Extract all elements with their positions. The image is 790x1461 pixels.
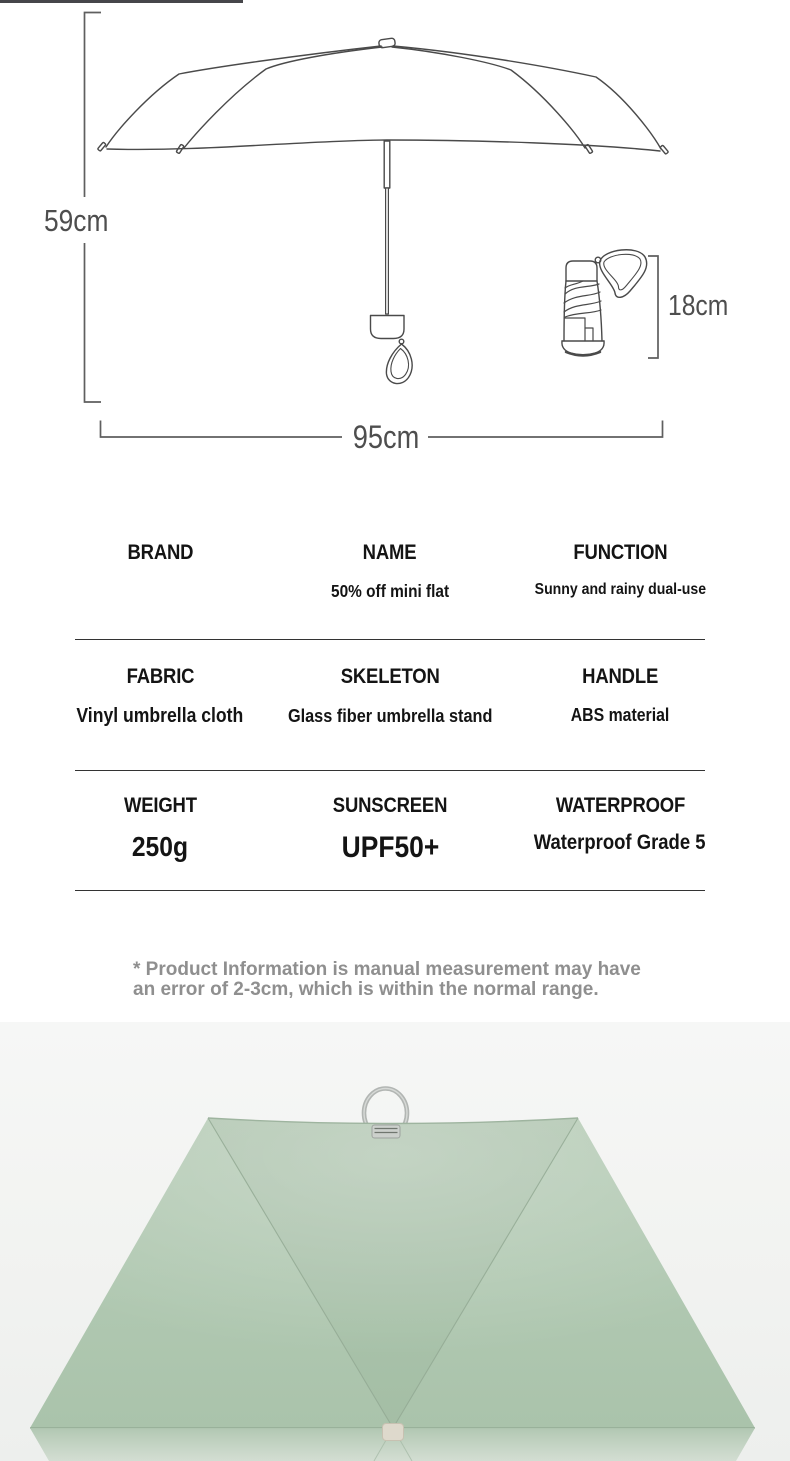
spec-cell-sunscreen — [245, 771, 535, 890]
spec-value-handle: ABS material — [570, 705, 670, 725]
spec-label-weight: WEIGHT — [123, 794, 197, 817]
spec-cell-brand — [75, 522, 245, 639]
spec-label-fabric: FABRIC — [126, 665, 194, 688]
spec-label-function: FUNCTION — [572, 541, 668, 564]
width-bracket — [101, 421, 343, 438]
width-dimension-label: 95cm — [352, 419, 420, 455]
spec-row-2 — [75, 640, 705, 771]
spec-table — [75, 522, 705, 891]
measurement-disclaimer: * Product Information is manual measurement may have an error of 2-3cm, which is within the normal range. — [133, 959, 641, 1000]
spec-value-skeleton: Glass fiber umbrella stand — [287, 705, 493, 726]
spec-label-name: NAME — [363, 541, 417, 564]
spec-label-brand: BRAND — [127, 541, 193, 564]
ring-clamp — [372, 1125, 400, 1138]
spec-value-name: 50% off mini flat — [330, 581, 450, 601]
spec-value-weight: 250g — [131, 831, 189, 862]
spec-cell-skeleton — [245, 640, 535, 770]
umbrella-tip-cap — [383, 1424, 404, 1441]
umbrella-handle — [371, 316, 413, 384]
folded-height-dimension-label: 18cm — [668, 290, 729, 322]
product-photo — [0, 1022, 790, 1461]
spec-label-waterproof: WATERPROOF — [555, 794, 685, 817]
spec-label-skeleton: SKELETON — [340, 665, 440, 688]
spec-value-fabric: Vinyl umbrella cloth — [76, 705, 244, 727]
folded-height-bracket — [648, 256, 658, 358]
spec-value-sunscreen: UPF50+ — [341, 831, 439, 864]
spec-row-3 — [75, 771, 705, 891]
dimension-brackets — [85, 13, 663, 438]
spec-cell-handle — [535, 640, 705, 770]
spec-cell-fabric — [75, 640, 245, 770]
height-dimension-label: 59cm — [44, 203, 109, 238]
dimension-diagram — [0, 0, 790, 470]
folded-umbrella-drawing — [562, 250, 647, 356]
spec-cell-waterproof — [535, 771, 705, 890]
spec-label-sunscreen: SUNSCREEN — [332, 794, 448, 817]
umbrella-shaft — [384, 141, 390, 314]
open-umbrella-drawing — [97, 38, 668, 384]
spec-value-waterproof: Waterproof Grade 5 — [534, 831, 706, 854]
spec-value-function: Sunny and rainy dual-use — [534, 581, 706, 598]
spec-row-1 — [75, 522, 705, 640]
spec-cell-name — [245, 522, 535, 639]
spec-cell-function — [535, 522, 705, 639]
spec-label-handle: HANDLE — [582, 665, 658, 688]
spec-cell-weight — [75, 771, 245, 890]
height-bracket — [85, 13, 102, 198]
